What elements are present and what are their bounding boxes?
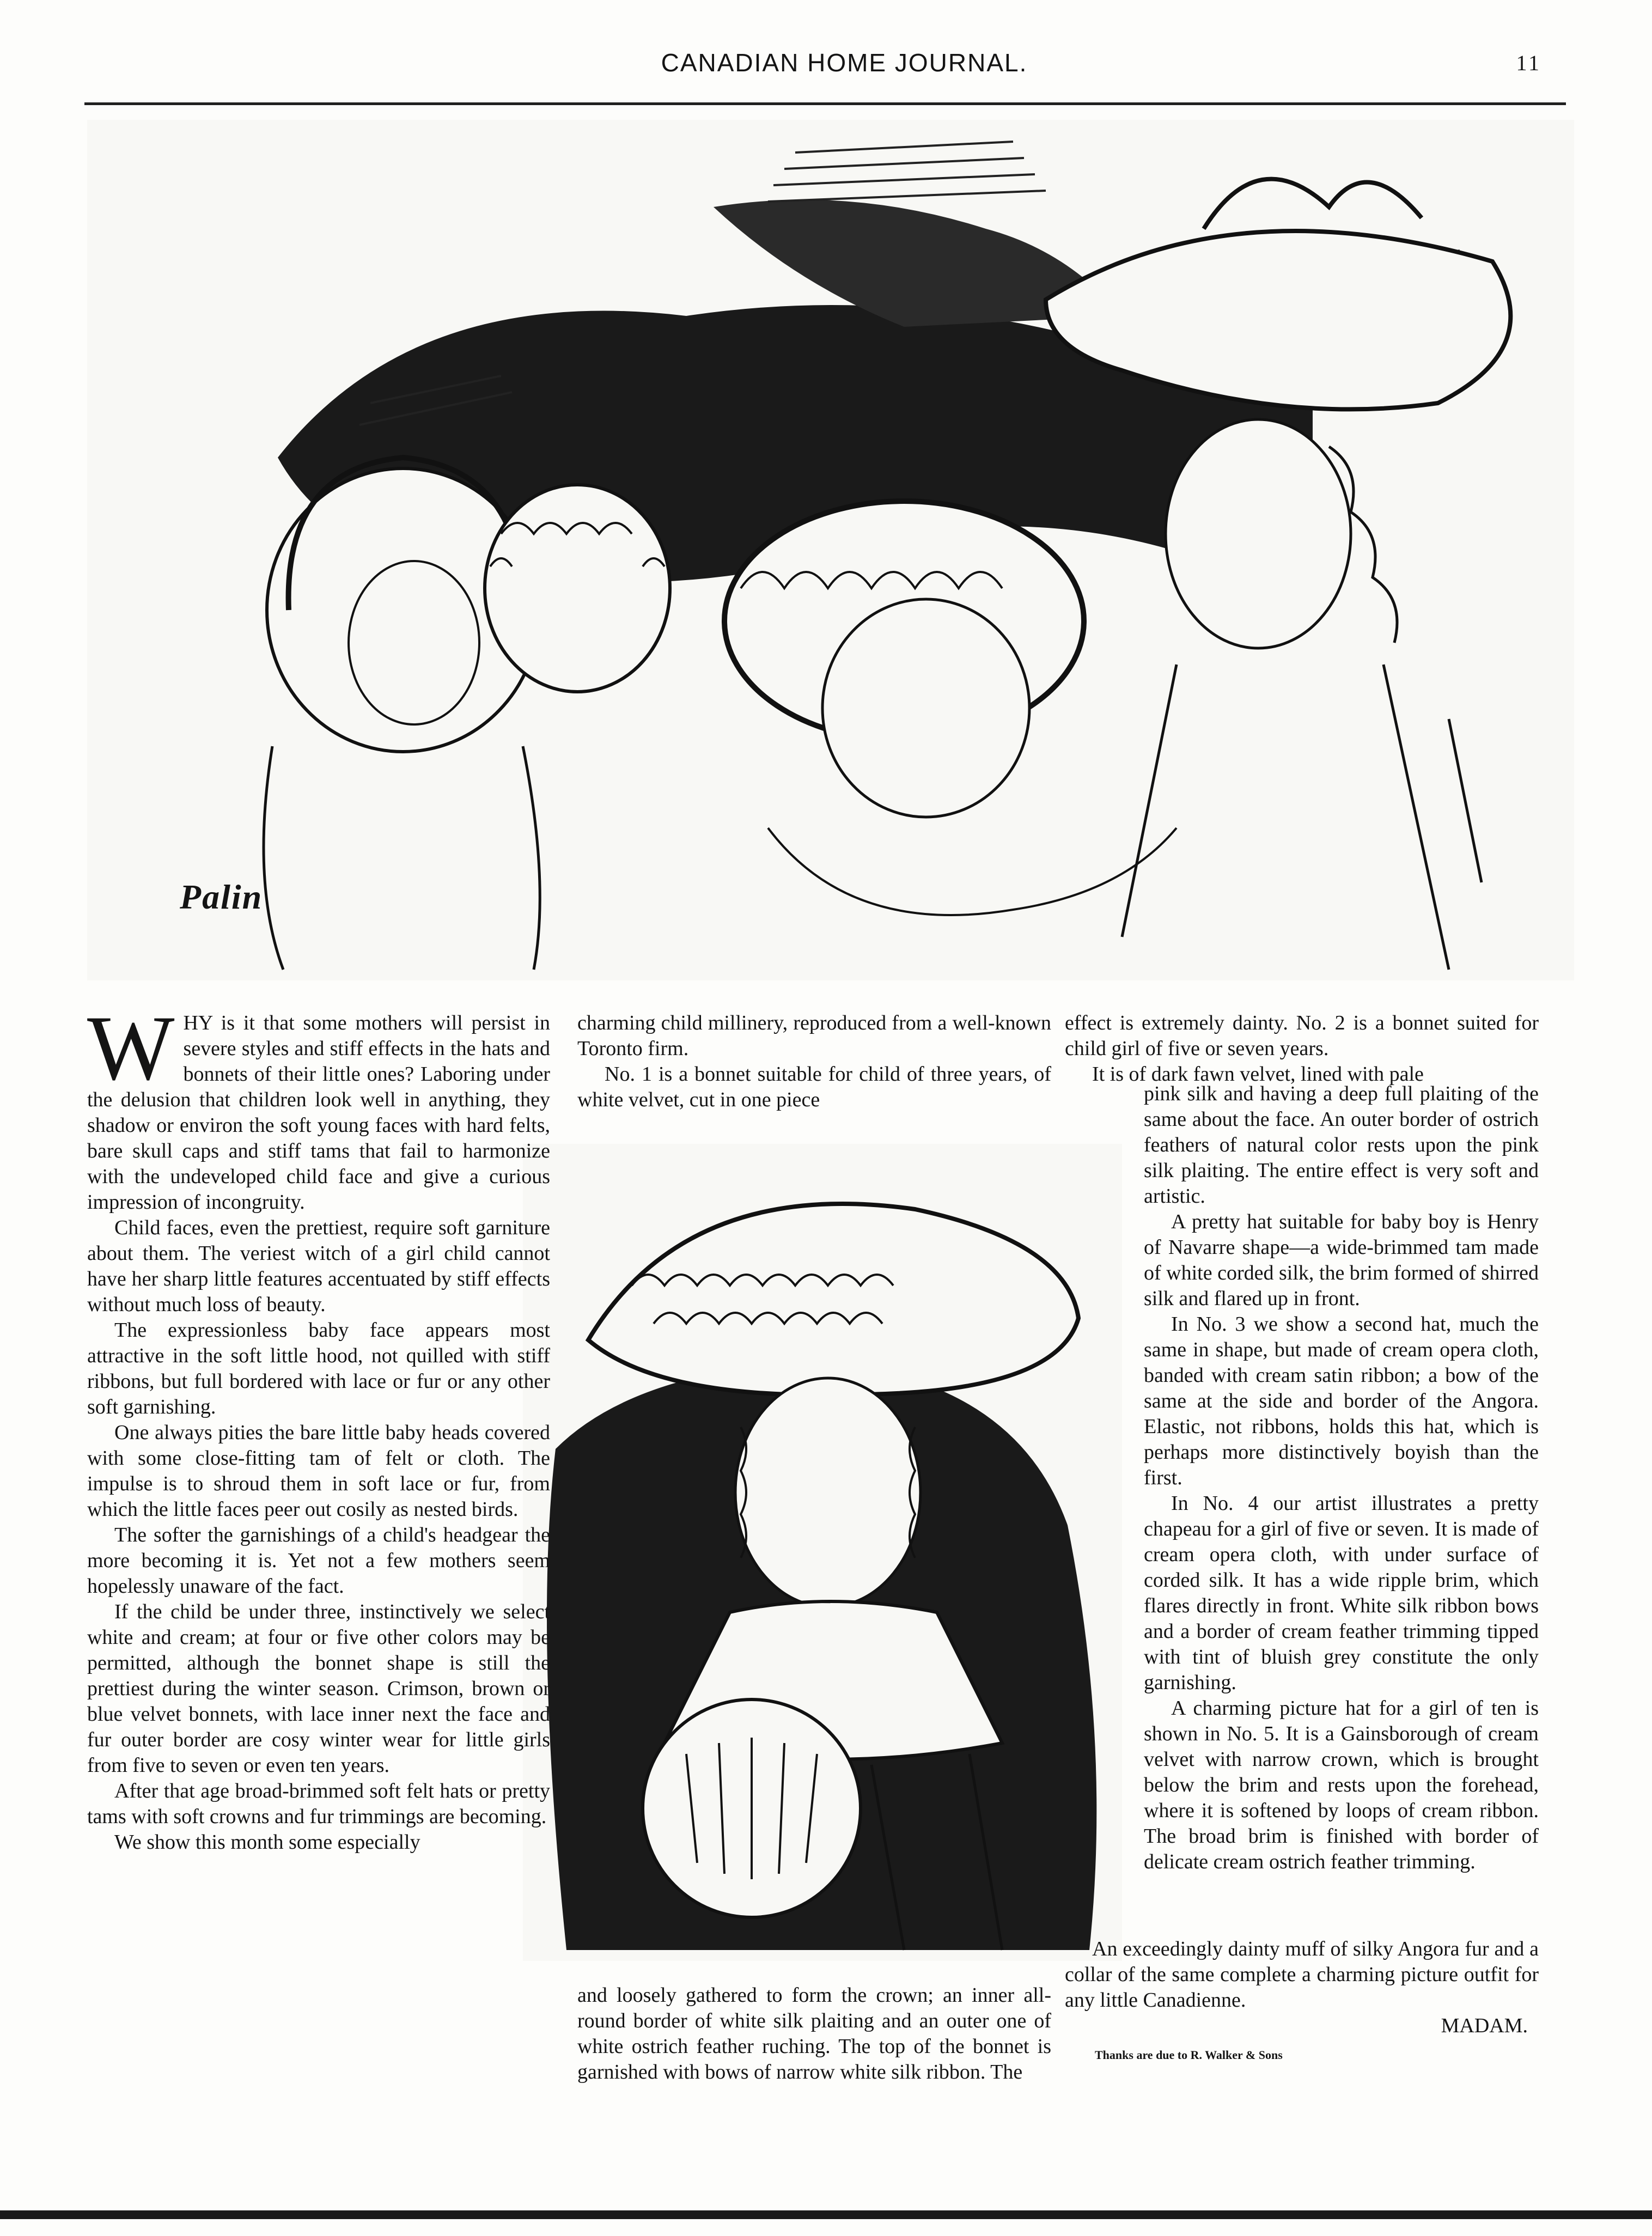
paragraph: effect is extremely dainty. No. 2 is a bonnet suited for child girl of five or seven years. bbox=[1065, 1012, 1539, 1060]
paragraph: We show this month some especially bbox=[114, 1831, 420, 1854]
paragraph: It is of dark fawn velvet, lined with pale bbox=[1092, 1063, 1424, 1086]
header-rule bbox=[84, 102, 1566, 105]
journal-title: CANADIAN HOME JOURNAL. bbox=[661, 48, 1028, 77]
article-column-3-top bbox=[1065, 1010, 1539, 1087]
paragraph: After that age broad-brimmed soft felt hats or pretty tams with soft crowns and fur trimmings are becoming. bbox=[87, 1780, 550, 1828]
illustration-children-hats-drawing bbox=[87, 120, 1574, 980]
paragraph: A charming picture hat for a girl of ten is shown in No. 5. It is a Gainsborough of cream velvet with narrow crown, which is brought below the brim and rests upon the forehead, where it is softened by loops of cream ribbon. The broad brim is finished with border of delicate cream ostrich feather trimming. bbox=[1144, 1697, 1539, 1873]
paragraph: An exceedingly dainty muff of silky Angora fur and a collar of the same complete a charming picture outfit for any little Canadienne. bbox=[1065, 1938, 1539, 2012]
article-column-2-top bbox=[577, 1010, 1051, 1113]
paragraph: and loosely gathered to form the crown; an inner all-round border of white silk plaiting and an outer one of white ostrich feather ruching. The top of the bonnet is garnished with bows of narrow white silk ribbon. The bbox=[577, 1984, 1051, 2083]
illustrator-signature: Palin bbox=[180, 878, 263, 916]
paragraph: A pretty hat suitable for baby boy is Henry of Navarre shape—a wide-brimmed tam made of white corded silk, the brim formed of shirred silk and flared up in front. bbox=[1144, 1210, 1539, 1310]
dropcap-letter: W bbox=[87, 997, 175, 1099]
paragraph: The expressionless baby face appears most attractive in the soft little hood, not quilled with stiff ribbons, but full bordered with lace or fur or any other soft garnishing. bbox=[87, 1319, 550, 1418]
paragraph: charming child millinery, reproduced from a well-known Toronto firm. bbox=[577, 1012, 1051, 1060]
article-column-1 bbox=[87, 997, 550, 1855]
illustration-girl-picture-hat bbox=[523, 1144, 1122, 1961]
page-number: 11 bbox=[1516, 51, 1541, 75]
lead-text: HY is it that some mothers will persist in severe styles and stiff effects in the hats and bonnets of their little ones? Laboring under the delusion that children look well in anything, they shadow or environ the soft young faces with hard felts, bare skull caps and stiff tams that fail to harmonize with the undeveloped child face and give a curious impression of incongruity. bbox=[87, 1012, 550, 1214]
paragraph: In No. 4 our artist illustrates a pretty chapeau for a girl of five or seven. It is made of cream opera cloth, with under surface of corded silk. It has a wide ripple brim, which flares directly in front. White silk ribbon bows and a border of cream feather trimming tipped with tint of bluish grey constitute the only garnishing. bbox=[1144, 1492, 1539, 1694]
article-lead-paragraph bbox=[87, 997, 550, 1215]
paragraph: No. 1 is a bonnet suitable for child of three years, of white velvet, cut in one piece bbox=[577, 1063, 1051, 1111]
paragraph: If the child be under three, instinctively we select white and cream; at four or five other colors may be permitted, although the bonnet shape is still the prettiest during the winter season. Crimson, brown or blue velvet bonnets, with lace inner next the face and fur outer border are cosy winter wear for little girls from five to seven or even ten years. bbox=[87, 1600, 550, 1777]
article-column-3-body bbox=[1144, 1081, 1539, 1875]
paragraph: In No. 3 we show a second hat, much the same in shape, but made of cream opera cloth, banded with cream satin ribbon; a bow of the same at the side and border of the Angora. Elastic, not ribbons, holds this hat, which is perhaps more distinctively boyish than the first. bbox=[1144, 1313, 1539, 1489]
credit-line: Thanks are due to R. Walker & Sons bbox=[1095, 2048, 1283, 2062]
paragraph: The softer the garnishings of a child's headgear the more becoming it is. Yet not a few mothers seem hopelessly unaware of the fact. bbox=[87, 1524, 550, 1598]
author-signoff: MADAM. bbox=[1441, 2014, 1528, 2037]
illustration-children-hats bbox=[87, 120, 1574, 980]
footer-rule bbox=[0, 2210, 1652, 2219]
article-column-3-bottom bbox=[1065, 1936, 1539, 2039]
paragraph: One always pities the bare little baby heads covered with some close-fitting tam of felt or cloth. The impulse is to shroud them in soft lace or fur, from which the little faces peer out cosily as nested birds. bbox=[87, 1421, 550, 1521]
paragraph: pink silk and having a deep full plaiting of the same about the face. An outer border of ostrich feathers of natural color rests upon the pink silk plaiting. The entire effect is very soft and artistic. bbox=[1144, 1082, 1539, 1208]
paragraph: Child faces, even the prettiest, require soft garniture about them. The veriest witch of a girl child cannot have her sharp little features accentuated by stiff effects without much loss of beauty. bbox=[87, 1216, 550, 1316]
article-column-2-bottom bbox=[577, 1983, 1051, 2085]
illustration-girl-picture-hat-drawing bbox=[523, 1144, 1122, 1961]
